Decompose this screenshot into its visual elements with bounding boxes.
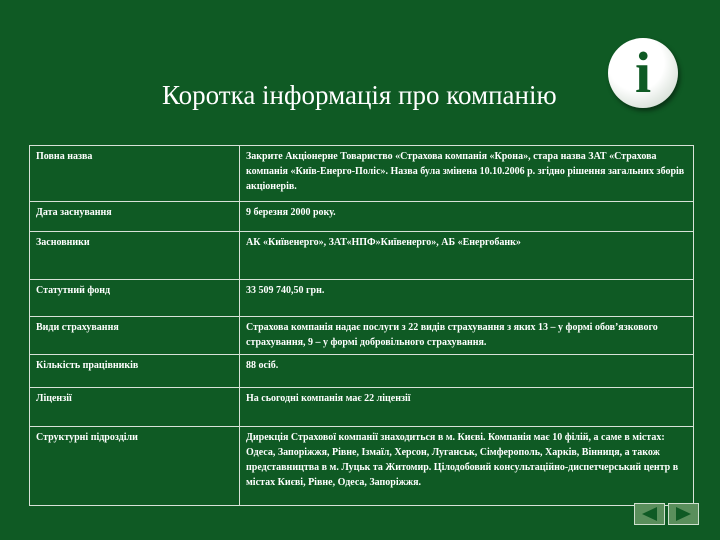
info-glyph: і [634,40,652,105]
row-label: Ліцензії [30,388,240,427]
row-label: Кількість працівників [30,355,240,388]
row-label: Повна назва [30,146,240,202]
arrow-left-icon [635,504,664,524]
row-value: 88 осіб. [240,355,694,388]
table-row [30,388,694,427]
company-info-table [29,145,694,506]
row-value: АК «Київенерго», ЗАТ«НПФ»Київенерго», АБ «Енергобанк» [240,232,694,280]
row-value: 9 березня 2000 року. [240,202,694,232]
table-row [30,355,694,388]
row-value: Дирекція Страхової компанії знаходиться в м. Києві. Компанія має 10 філій, а саме в містах: Одеса, Запоріжжя, Рівне, Ізмаїл, Херсон, Луганськ, Сімферополь, Харків, Вінниця, а також представництва в м. Луцьк та Житомир. Цілодобовий консультаційно-диспетчерський центр в містах Києві, Рівне, Одеса, Запоріжжя. [240,427,694,506]
row-label: Засновники [30,232,240,280]
arrow-right-icon [669,504,698,524]
slide-title: Коротка інформація про компанію [162,80,557,110]
table-row [30,232,694,280]
table-row [30,280,694,317]
table-row [30,317,694,355]
info-icon [608,38,678,108]
previous-slide-button[interactable] [634,503,665,525]
table-row [30,202,694,232]
table-row [30,146,694,202]
table-row [30,427,694,506]
row-value: Закрите Акціонерне Товариство «Страхова компанія «Крона», стара назва ЗАТ «Страхова компанія «Київ-Енерго-Поліс». Назва була змінена 10.10.2006 р. згідно рішення загальних зборів акціонерів. [240,146,694,202]
row-label: Статутний фонд [30,280,240,317]
row-label: Дата заснування [30,202,240,232]
row-value: 33 509 740,50 грн. [240,280,694,317]
row-label: Структурні підрозділи [30,427,240,506]
row-value: Страхова компанія надає послуги з 22 видів страхування з яких 13 – у формі обов’язкового страхування, 9 – у формі добровільного страхування. [240,317,694,355]
row-value: На сьогодні компанія має 22 ліцензії [240,388,694,427]
row-label: Види страхування [30,317,240,355]
next-slide-button[interactable] [668,503,699,525]
